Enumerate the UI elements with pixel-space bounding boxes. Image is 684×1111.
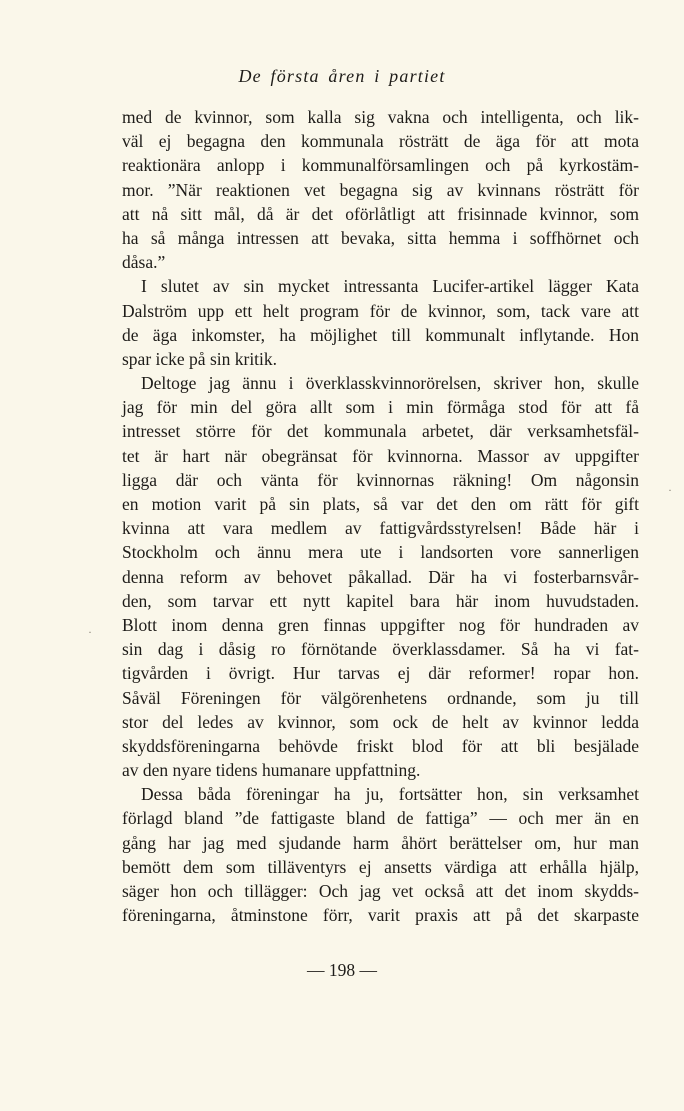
text-line: Dessa båda föreningar ha ju, fortsätter hon, sin verksamhet [141, 784, 639, 805]
text-line: Blott inom denna gren finnas uppgifter nog för hundraden av [122, 614, 639, 635]
text-line: Deltoge jag ännu i överklasskvinnorörelsen, skriver hon, skulle [141, 373, 639, 394]
text-line: skyddsföreningarna behövde friskt blod för att bli besjälade [122, 735, 639, 756]
text-line: tigvården i övrigt. Hur tarvas ej där reformer! ropar hon. [122, 663, 639, 684]
text-line: gång har jag med sjudande harm åhört berättelser om, hur man [122, 832, 639, 853]
text-line: spar icke på sin kritik. [122, 348, 278, 369]
text-line: föreningarna, åtminstone förr, varit praxis att på det skarpaste [122, 905, 639, 926]
text-line: de äga inkomster, ha möjlighet till kommunalt inflytande. Hon [122, 324, 639, 345]
text-line: sin dag i dåsig ro förnötande överklassdamer. Så ha vi fat- [122, 639, 639, 660]
text-line: intresset större för det kommunala arbetet, där verksamhetsfäl- [122, 421, 639, 442]
text-line: den, som tarvar ett nytt kapitel bara här inom huvudstaden. [122, 590, 639, 611]
text-line: av den nyare tidens humanare uppfattning. [122, 760, 421, 781]
text-line: I slutet av sin mycket intressanta Lucifer-artikel lägger Kata [141, 276, 639, 297]
margin-speck: · [668, 483, 672, 497]
running-head: De första åren i partiet [238, 66, 446, 86]
text-line: med de kvinnor, som kalla sig vakna och intelligenta, och lik- [122, 107, 639, 127]
text-line: kvinna att vara medlem av fattigvårdsstyrelsen! Både här i [122, 518, 639, 539]
text-line: bemött dem som tilläventyrs ej ansetts värdiga att erhålla hjälp, [122, 856, 639, 877]
text-line: denna reform av behovet påkallad. Där ha vi fosterbarnsvår- [122, 566, 639, 587]
text-line: att nå sitt mål, då är det oförlåtligt att frisinnade kvinnor, som [122, 203, 639, 224]
text-line: en motion varit på sin plats, så var det den om rätt för gift [122, 494, 639, 514]
text-line: reaktionära anlopp i kommunalförsamlingen och på kyrkostäm- [122, 155, 639, 176]
text-line: jag för min del göra allt som i min förmåga stod för att få [122, 397, 639, 418]
page-number: — 198 — [307, 960, 377, 980]
text-line: Såväl Föreningen för välgörenhetens ordnande, som ju till [122, 687, 639, 708]
text-line: tet är hart när obegränsat för kvinnorna. Massor av uppgifter [122, 445, 639, 466]
margin-speck: · [88, 625, 92, 639]
text-line: ligga där och vänta för kvinnornas räkning! Om någonsin [122, 469, 639, 490]
text-line: förlagd bland ”de fattigaste bland de fattiga” — och mer än en [122, 808, 639, 829]
text-line: Stockholm och ännu mera ute i landsorten vore sannerligen [122, 542, 639, 563]
text-line: ha så många intressen att bevaka, sitta hemma i soffhörnet och [122, 227, 639, 248]
text-line: väl ej begagna den kommunala rösträtt de äga för att mota [122, 131, 639, 152]
text-line: mor. ”När reaktionen vet begagna sig av kvinnans rösträtt för [122, 179, 639, 200]
text-line: säger hon och tillägger: Och jag vet också att det inom skydds- [122, 881, 639, 901]
text-line: Dalström upp ett helt program för de kvinnor, som, tack vare att [122, 300, 639, 321]
body-text [122, 105, 639, 927]
text-line: dåsa.” [122, 252, 166, 273]
text-line: stor del ledes av kvinnor, som ock de helt av kvinnor ledda [122, 711, 639, 732]
